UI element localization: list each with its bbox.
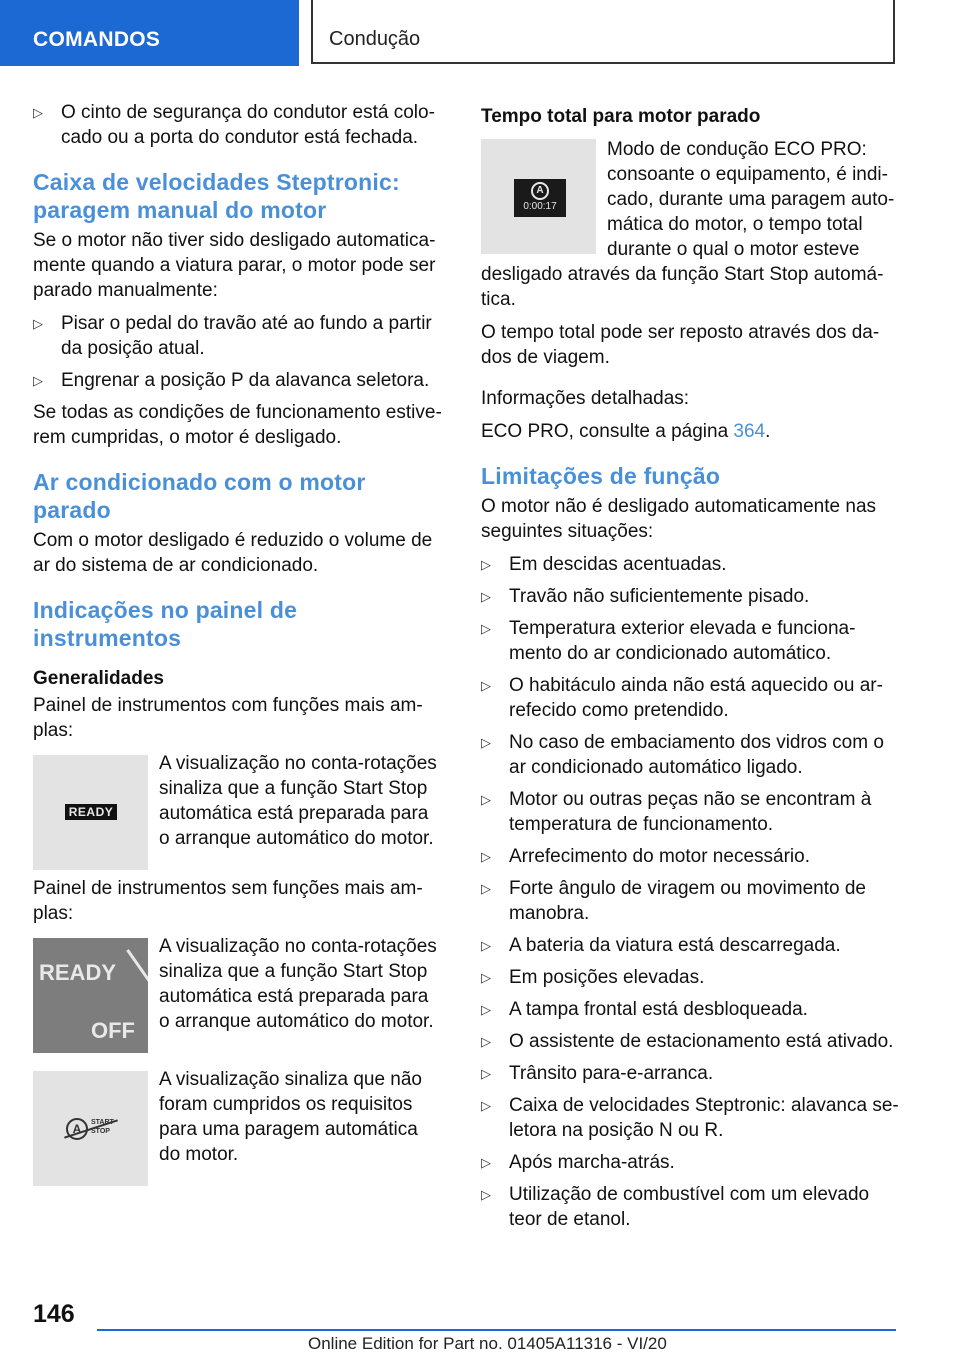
bullet-triangle-icon: ▷ bbox=[481, 1066, 491, 1081]
left-column bbox=[33, 100, 443, 1192]
subheading-total-time: Tempo total para motor parado bbox=[481, 106, 761, 127]
figure-caption: Modo de condução ECO PRO: consoante o equipamento, é indicado, durante uma paragem automática do motor, o tempo total durante o qual o motor esteve bbox=[607, 139, 895, 260]
auto-start-stop-icon: A bbox=[531, 182, 549, 200]
eco-timer-image bbox=[481, 139, 596, 254]
list-item: ▷ Após marcha-atrás. bbox=[481, 1152, 675, 1173]
figure-ready-off bbox=[33, 934, 443, 1051]
auto-start-stop-icon: A bbox=[66, 1118, 88, 1140]
bullet-triangle-icon: ▷ bbox=[481, 735, 491, 750]
start-stop-indicator-image: A START STOP bbox=[33, 1071, 148, 1186]
list-item: ▷ Em descidas acentuadas. bbox=[481, 554, 727, 575]
bullet-triangle-icon: ▷ bbox=[481, 792, 491, 807]
paragraph: Painel de instrumentos sem funções mais amplas: bbox=[33, 878, 423, 924]
list-item: ▷ A tampa frontal está desbloqueada. bbox=[481, 999, 808, 1020]
heading-indications: Indicações no painel de instrumentos bbox=[33, 597, 298, 651]
heading-limitations: Limitações de função bbox=[481, 463, 721, 489]
heading-steptronic: Caixa de velocidades Steptronic: paragem manual do motor bbox=[33, 169, 400, 223]
ready-indicator-image bbox=[33, 755, 148, 870]
bullet-triangle-icon: ▷ bbox=[481, 1034, 491, 1049]
list-item: ▷ Arrefecimento do motor necessário. bbox=[481, 846, 810, 867]
footer-divider bbox=[97, 1329, 896, 1331]
section-tab[interactable]: COMANDOS bbox=[0, 0, 299, 66]
list-item: ▷ A bateria da viatura está descarregada. bbox=[481, 935, 841, 956]
bullet-triangle-icon: ▷ bbox=[481, 589, 491, 604]
bullet-triangle-icon: ▷ bbox=[481, 881, 491, 896]
figure-caption: A visualização no conta-rotações sinaliza que a função Start Stop automática está preparada para o arranque automático do motor. bbox=[159, 936, 437, 1032]
page-number: 146 bbox=[33, 1300, 75, 1328]
paragraph: Com o motor desligado é reduzido o volume de ar do sistema de ar condicionado. bbox=[33, 530, 433, 576]
figure-caption: A visualização no conta-rotações sinaliza que a função Start Stop automática está preparada para o arranque automático do motor. bbox=[159, 753, 437, 849]
gauge-needle-icon bbox=[126, 949, 148, 983]
bullet-triangle-icon: ▷ bbox=[481, 621, 491, 636]
bullet-triangle-icon: ▷ bbox=[481, 1002, 491, 1017]
right-column bbox=[481, 104, 899, 1239]
list-item: ▷ O assistente de estacionamento está ativado. bbox=[481, 1031, 894, 1052]
list-item: ▷ Motor ou outras peças não se encontram à temperatura de funcionamento. bbox=[481, 789, 872, 835]
bullet-triangle-icon: ▷ bbox=[481, 849, 491, 864]
subheading-general: Generalidades bbox=[33, 668, 164, 689]
paragraph-eco-ref: ECO PRO, consulte a página 364. bbox=[481, 421, 771, 442]
paragraph: Painel de instrumentos com funções mais amplas: bbox=[33, 695, 423, 741]
footer-edition: Online Edition for Part no. 01405A11316 - VI/20 bbox=[308, 1334, 667, 1353]
list-item: ▷ O habitáculo ainda não está aquecido ou arrefecido como pretendido. bbox=[481, 675, 883, 721]
paragraph: O motor não é desligado automaticamente nas seguintes situações: bbox=[481, 496, 877, 542]
list-item: ▷ Temperatura exterior elevada e funcionamento do ar condicionado automático. bbox=[481, 618, 856, 664]
paragraph: Informações detalhadas: bbox=[481, 388, 690, 409]
paragraph: O tempo total pode ser reposto através dos dados de viagem. bbox=[481, 322, 880, 368]
bullet-triangle-icon: ▷ bbox=[481, 1187, 491, 1202]
list-item: ▷ Em posições elevadas. bbox=[481, 967, 705, 988]
figure-caption: A visualização sinaliza que não foram cumpridos os requisitos para uma paragem automática do motor. bbox=[159, 1069, 423, 1165]
list-item: ▷ No caso de embaciamento dos vidros com o ar condicionado automático ligado. bbox=[481, 732, 884, 778]
bullet-triangle-icon: ▷ bbox=[481, 970, 491, 985]
list-item: ▷ Travão não suficientemente pisado. bbox=[481, 586, 810, 607]
list-item: ▷ Pisar o pedal do travão até ao fundo a partir da posição atual. bbox=[33, 313, 432, 359]
paragraph: Se todas as condições de funcionamento estiverem cumpridas, o motor é desligado. bbox=[33, 402, 442, 448]
page-link[interactable]: 364 bbox=[733, 421, 766, 442]
bullet-triangle-icon: ▷ bbox=[33, 373, 43, 388]
ready-off-gauge-image: READY OFF bbox=[33, 938, 148, 1053]
paragraph: Se o motor não tiver sido desligado automaticamente quando a viatura parar, o motor pode ser parado manualmente: bbox=[33, 230, 436, 301]
figure-ready bbox=[33, 751, 443, 868]
list-item: ▷ Caixa de velocidades Steptronic: alavanca seletora na posição N ou R. bbox=[481, 1095, 899, 1141]
heading-ac: Ar condicionado com o motor parado bbox=[33, 469, 366, 523]
page-header bbox=[0, 0, 960, 66]
bullet-triangle-icon: ▷ bbox=[481, 938, 491, 953]
list-item: ▷ O cinto de segurança do condutor está colocado ou a porta do condutor está fechada. bbox=[33, 102, 435, 148]
timer-value: 0:00:17 bbox=[523, 201, 557, 212]
limitations-list bbox=[481, 552, 899, 1232]
bullet-triangle-icon: ▷ bbox=[481, 1098, 491, 1113]
list-item: ▷ Utilização de combustível com um elevado teor de etanol. bbox=[481, 1184, 870, 1230]
bullet-triangle-icon: ▷ bbox=[481, 557, 491, 572]
list-item: ▷ Engrenar a posição P da alavanca seletora. bbox=[33, 370, 430, 391]
chapter-tab[interactable]: Condução bbox=[311, 0, 895, 64]
figure-timer bbox=[481, 137, 899, 262]
paragraph: desligado através da função Start Stop automática. bbox=[481, 264, 884, 310]
bullet-triangle-icon: ▷ bbox=[33, 105, 43, 120]
list-item: ▷ Trânsito para-e-arranca. bbox=[481, 1063, 714, 1084]
list-item: ▷ Forte ângulo de viragem ou movimento de manobra. bbox=[481, 878, 866, 924]
figure-start-stop bbox=[33, 1067, 443, 1184]
bullet-triangle-icon: ▷ bbox=[481, 678, 491, 693]
bullet-triangle-icon: ▷ bbox=[33, 316, 43, 331]
bullet-triangle-icon: ▷ bbox=[481, 1155, 491, 1170]
ready-badge: READY bbox=[65, 804, 117, 820]
